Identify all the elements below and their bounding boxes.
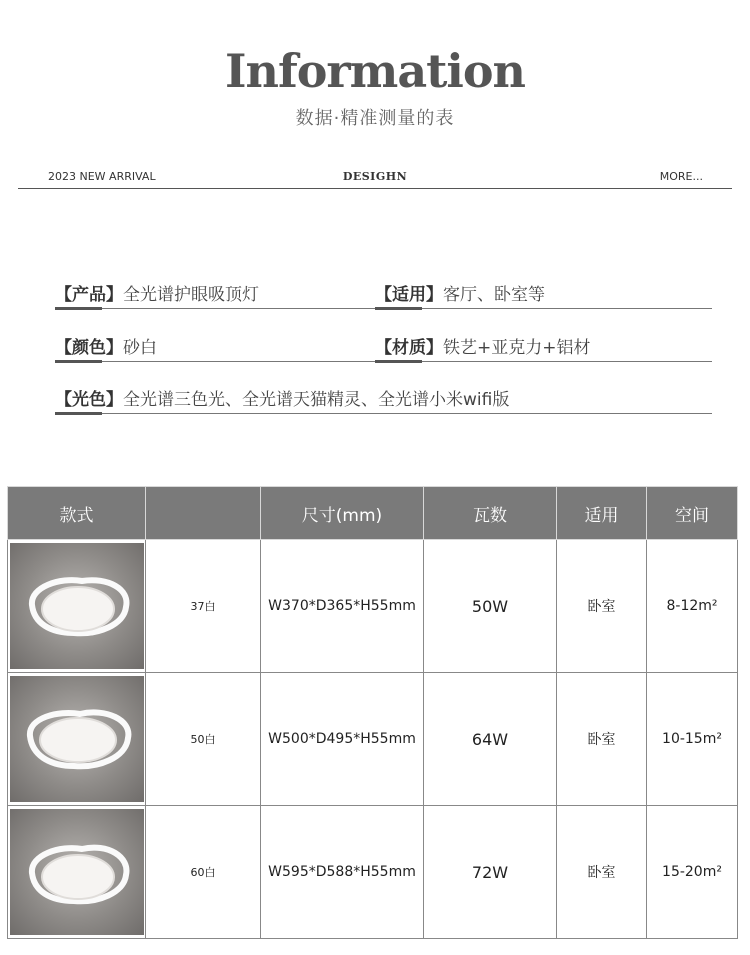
- spec-value: 砂白: [123, 338, 157, 358]
- ceiling-lamp-image: [10, 543, 144, 669]
- spec-product: [55, 280, 375, 332]
- usage-cell: 卧室: [557, 806, 647, 939]
- spec-label: 【材质】: [375, 338, 443, 358]
- page-subtitle: 数据·精准测量的表: [295, 108, 455, 129]
- usage-cell: 卧室: [557, 540, 647, 673]
- header-model: [146, 487, 261, 540]
- wattage-cell: 72W: [424, 806, 557, 939]
- header-usage: 适用: [557, 487, 647, 540]
- spec-underline-accent: [55, 412, 102, 415]
- header-size: 尺寸(mm): [261, 487, 424, 540]
- spec-material: [375, 333, 712, 385]
- table-header-row: [8, 487, 738, 540]
- model-cell: 37白: [146, 540, 261, 673]
- ceiling-lamp-image: [10, 809, 144, 935]
- spec-underline: [55, 361, 375, 362]
- header-wattage: 瓦数: [424, 487, 557, 540]
- spec-label: 【颜色】: [55, 338, 123, 358]
- product-image-cell: [8, 540, 146, 673]
- spec-value: 全光谱三色光、全光谱天猫精灵、全光谱小米wifi版: [123, 390, 510, 410]
- arrival-tag: 2023 NEW ARRIVAL: [48, 170, 156, 183]
- size-cell: W370*D365*H55mm: [261, 540, 424, 673]
- spec-value: 全光谱护眼吸顶灯: [123, 285, 259, 305]
- spec-underline: [55, 413, 712, 414]
- usage-cell: 卧室: [557, 673, 647, 806]
- divider: [18, 188, 732, 189]
- spec-value: 铁艺+亚克力+铝材: [443, 338, 591, 358]
- spec-value: 客厅、卧室等: [443, 285, 545, 305]
- design-tag: DESIGHN: [342, 170, 408, 183]
- space-cell: 10-15m²: [647, 673, 738, 806]
- spec-underline-accent: [55, 307, 102, 310]
- product-table: [7, 486, 738, 939]
- spec-label: 【适用】: [375, 285, 443, 305]
- header-style: 款式: [8, 487, 146, 540]
- spec-underline: [375, 308, 712, 309]
- product-image-cell: [8, 806, 146, 939]
- spec-underline: [375, 361, 712, 362]
- spec-color: [55, 333, 375, 385]
- spec-underline-accent: [55, 360, 102, 363]
- tag-bar: [0, 170, 750, 184]
- wattage-cell: 64W: [424, 673, 557, 806]
- table-row: [8, 673, 738, 806]
- model-cell: 50白: [146, 673, 261, 806]
- model-cell: 60白: [146, 806, 261, 939]
- table-row: [8, 806, 738, 939]
- more-link[interactable]: MORE...: [659, 170, 703, 183]
- ceiling-lamp-image: [10, 676, 144, 802]
- product-image-cell: [8, 673, 146, 806]
- spec-label: 【产品】: [55, 285, 123, 305]
- space-cell: 15-20m²: [647, 806, 738, 939]
- table-row: [8, 540, 738, 673]
- size-cell: W500*D495*H55mm: [261, 673, 424, 806]
- space-cell: 8-12m²: [647, 540, 738, 673]
- spec-underline-accent: [375, 360, 422, 363]
- spec-underline: [55, 308, 375, 309]
- wattage-cell: 50W: [424, 540, 557, 673]
- header-space: 空间: [647, 487, 738, 540]
- spec-usage: [375, 280, 712, 332]
- page-title: Information: [225, 44, 525, 98]
- size-cell: W595*D588*H55mm: [261, 806, 424, 939]
- spec-light-color: [55, 385, 712, 437]
- spec-underline-accent: [375, 307, 422, 310]
- spec-label: 【光色】: [55, 390, 123, 410]
